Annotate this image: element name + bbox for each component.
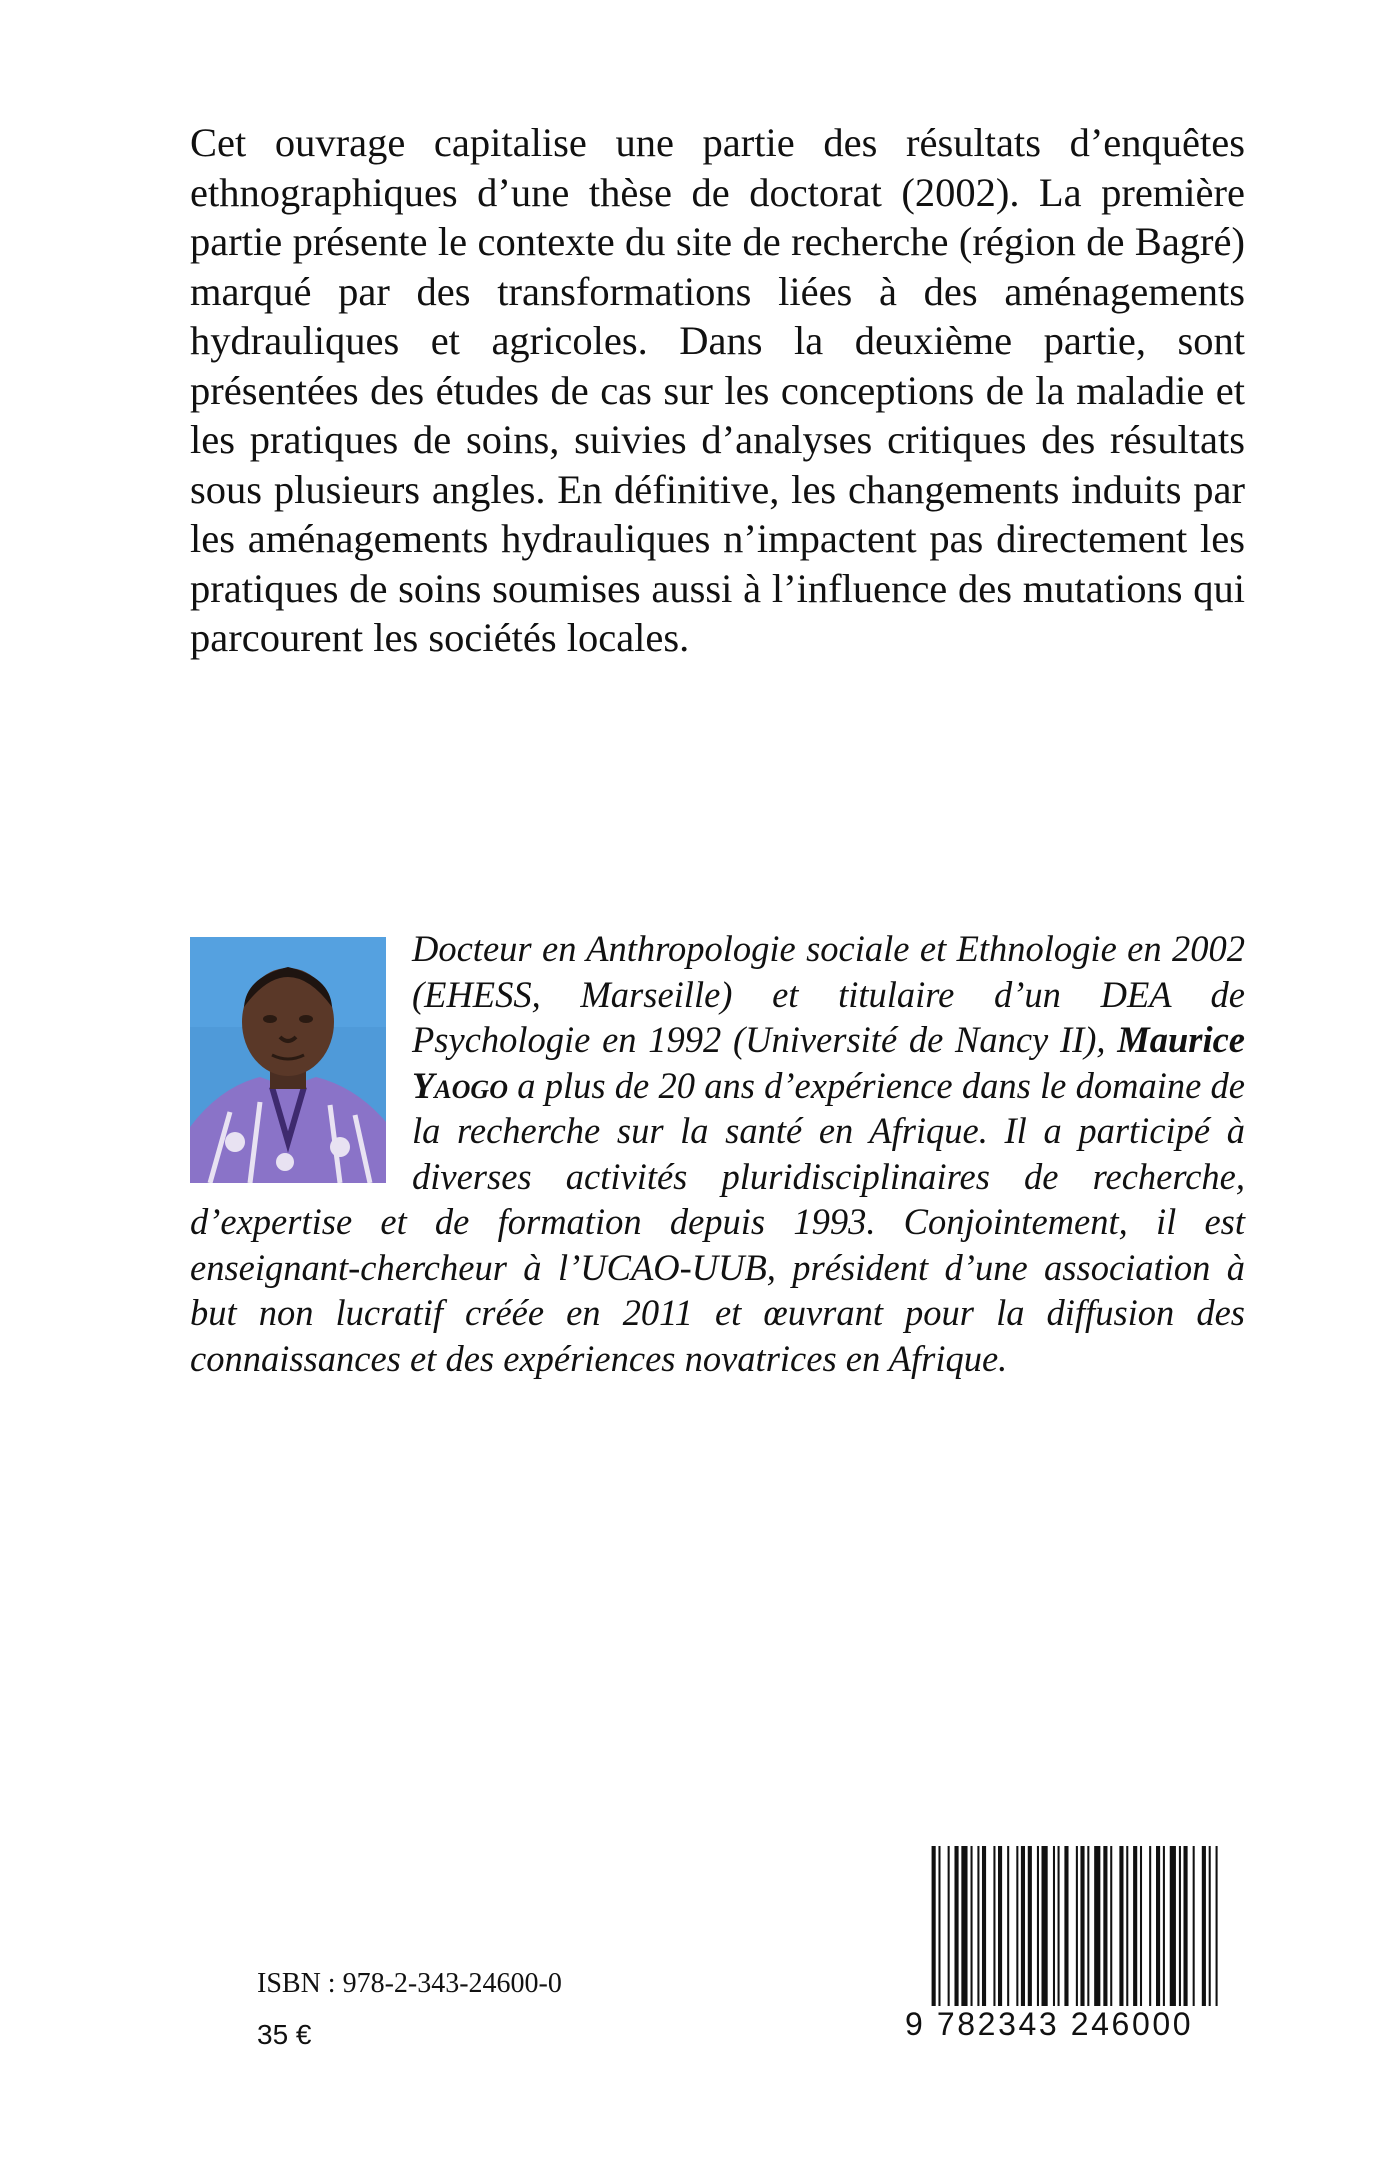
photo-spacer — [190, 926, 412, 1196]
barcode-bar — [948, 1846, 950, 2006]
bio-rest: a plus de 20 ans d’expérience dans le domaine de la recherche sur la santé en Afrique. Il a participé à diverses activités pluridisciplinaires de recherche, d’expertise et de formation depuis 1993. Conjointement, il est enseignant-chercheur à l’UCAO-UUB, président d’une association à but non lucratif créée en 2011 et œuvrant pour la diffusion des connaissances et des expériences novatrices en Afrique. — [190, 1064, 1246, 1379]
barcode-bar — [1016, 1846, 1018, 2006]
barcode-bar — [998, 1846, 1002, 2006]
barcode-bar — [1037, 1846, 1039, 2006]
barcode-bar — [1064, 1846, 1068, 2006]
price-label: 35 € — [257, 2019, 312, 2050]
barcode-bar — [1133, 1846, 1137, 2006]
barcode — [905, 1846, 1235, 2046]
barcode-bar — [1119, 1846, 1123, 2006]
barcode-bar — [1007, 1846, 1009, 2006]
barcode-bar — [1202, 1846, 1206, 2006]
barcode-bar — [1193, 1846, 1195, 2006]
barcode-bar — [1076, 1846, 1078, 2006]
barcode-bar — [1156, 1846, 1160, 2006]
barcode-bar — [1058, 1846, 1060, 2006]
barcode-bar — [1103, 1846, 1107, 2006]
barcode-bar — [1042, 1846, 1048, 2006]
barcode-bar — [1110, 1846, 1112, 2006]
back-cover-summary: Cet ouvrage capitalise une partie des résultats d’enquêtes ethnographiques d’une thèse de doctorat (2002). La première partie présente le contexte du site de recherche (région de Bagré) marqué par des transformations liées à des aménagements hydrauliques et agricoles. Dans la deuxième partie, sont présentées des études de cas sur les conceptions de la maladie et les pratiques de soins, suivies d’analyses critiques des résultats sous plusieurs angles. En définitive, les changements induits par les aménagements hydrauliques n’impactent pas directement les pratiques de soins soumises aussi à l’influence des mutations qui parcourent les sociétés locales. — [190, 120, 1245, 660]
barcode-bar — [1209, 1846, 1211, 2006]
barcode-bar — [993, 1846, 995, 2006]
barcode-bar — [954, 1846, 958, 2006]
barcode-bar — [1163, 1846, 1165, 2006]
barcode-bar — [1094, 1846, 1100, 2006]
isbn-label: ISBN : 978-2-343-24600-0 — [257, 1968, 562, 1999]
barcode-bar — [1126, 1846, 1128, 2006]
barcode-bar — [1021, 1846, 1025, 2006]
barcode-bar — [961, 1846, 967, 2006]
barcode-bar — [1216, 1846, 1218, 2006]
barcode-bar — [982, 1846, 986, 2006]
barcode-bar — [1087, 1846, 1089, 2006]
barcode-bar — [1183, 1846, 1187, 2006]
barcode-bar — [1080, 1846, 1084, 2006]
barcode-digits: 9 782343 246000 — [905, 2006, 1194, 2042]
barcode-bar — [1140, 1846, 1142, 2006]
barcode-icon — [927, 1846, 1227, 2006]
barcode-bar — [1179, 1846, 1181, 2006]
author-biography — [190, 926, 1245, 1381]
barcode-bar — [1028, 1846, 1032, 2006]
barcode-bar — [1149, 1846, 1151, 2006]
barcode-bar — [932, 1846, 936, 2006]
barcode-bar — [938, 1846, 940, 2006]
barcode-bar — [977, 1846, 979, 2006]
barcode-bar — [1053, 1846, 1055, 2006]
barcode-bar — [971, 1846, 973, 2006]
barcode-bar — [1170, 1846, 1176, 2006]
bio-intro: Docteur en Anthropologie sociale et Ethnologie en 2002 (EHESS, Marseille) et titulaire d’un DEA de Psychologie en 1992 (Université de Nancy II), — [412, 928, 1245, 1060]
author-last-name: Yaogo — [412, 1064, 508, 1106]
author-first-name: Maurice — [1117, 1019, 1245, 1060]
